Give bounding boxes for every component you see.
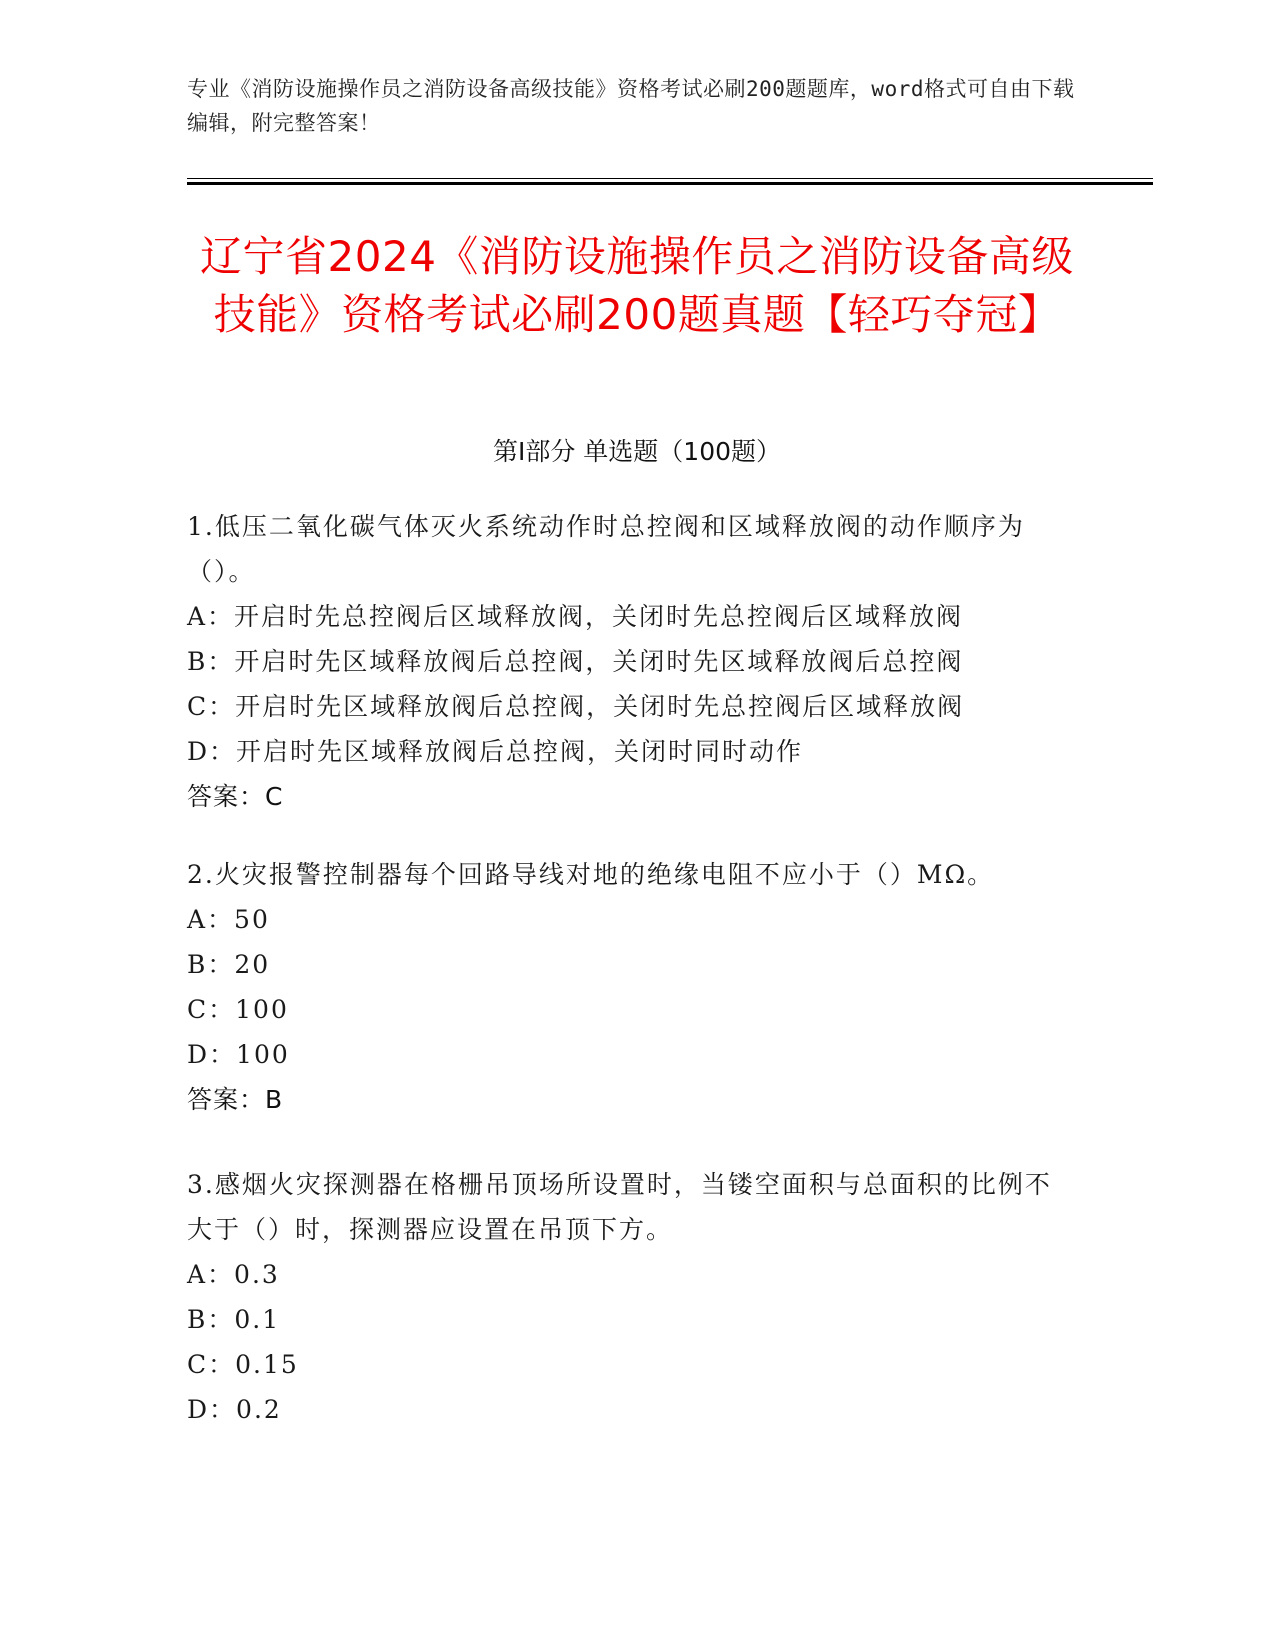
document-title: 辽宁省2024《消防设施操作员之消防设备高级技能》资格考试必刷200题真题【轻巧夺冠】 [200,232,1074,339]
option-d: D：开启时先区域释放阀后总控阀，关闭时同时动作 [187,737,804,766]
option-c: C：0.15 [187,1350,299,1379]
header-divider-thick [187,182,1153,185]
option-a: A：50 [187,905,270,934]
question-stem: 1.低压二氧化碳气体灭火系统动作时总控阀和区域释放阀的动作顺序为（）。 [187,512,1025,586]
option-d: D：0.2 [187,1395,282,1424]
option-b: B：0.1 [187,1305,281,1334]
section-title: 第I部分 单选题（100题） [492,437,782,466]
header-note: 专业《消防设施操作员之消防设备高级技能》资格考试必刷200题题库，word格式可自由下载编辑，附完整答案！ [187,77,1075,135]
answer: 答案：B [187,1085,284,1114]
option-b: B：开启时先区域释放阀后总控阀，关闭时先区域释放阀后总控阀 [187,647,964,676]
question-stem: 2.火灾报警控制器每个回路导线对地的绝缘电阻不应小于（）MΩ。 [187,860,995,889]
question-1 [187,504,1067,819]
option-a: A：0.3 [187,1260,280,1289]
question-2 [187,852,1067,1122]
question-3 [187,1162,1067,1432]
option-b: B：20 [187,950,271,979]
question-stem: 3.感烟火灾探测器在格栅吊顶场所设置时，当镂空面积与总面积的比例不大于（）时，探测器应设置在吊顶下方。 [187,1170,1052,1244]
option-c: C：100 [187,995,289,1024]
option-d: D：100 [187,1040,290,1069]
option-c: C：开启时先区域释放阀后总控阀，关闭时先总控阀后区域释放阀 [187,692,965,721]
header-divider-thin [187,178,1153,179]
option-a: A：开启时先总控阀后区域释放阀，关闭时先总控阀后区域释放阀 [187,602,964,631]
answer: 答案：C [187,782,284,811]
